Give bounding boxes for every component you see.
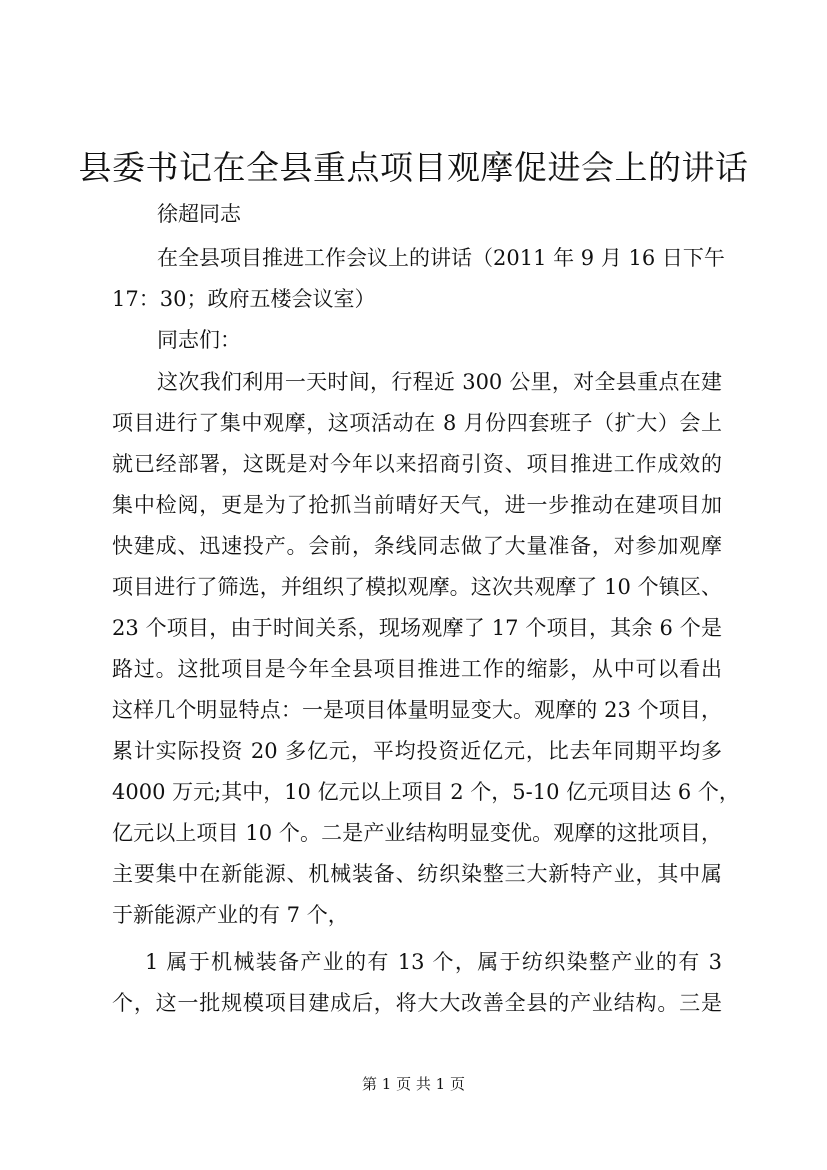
paragraph-line: 23 个项目，由于时间关系，现场观摩了 17 个项目，其余 6 个是 bbox=[112, 616, 722, 640]
paragraph-line: 项目进行了集中观摩，这项活动在 8 月份四套班子（扩大）会上 bbox=[112, 411, 722, 435]
page-footer: 第 1 页 共 1 页 bbox=[362, 1075, 465, 1093]
paragraph-line: 亿元以上项目 10 个。二是产业结构明显变优。观摩的这批项目， bbox=[112, 821, 722, 845]
paragraph-line: 17：30；政府五楼会议室） bbox=[112, 287, 376, 311]
paragraph-line: 1 属于机械装备产业的有 13 个，属于纺织染整产业的有 3 bbox=[145, 950, 722, 974]
paragraph-line: 就已经部署，这既是对今年以来招商引资、项目推进工作成效的 bbox=[112, 452, 722, 476]
paragraph-line: 这次我们利用一天时间，行程近 300 公里，对全县重点在建 bbox=[157, 370, 722, 394]
paragraph-line: 4000 万元;其中，10 亿元以上项目 2 个，5-10 亿元项目达 6 个， bbox=[112, 780, 740, 804]
paragraph-line: 项目进行了筛选，并组织了模拟观摩。这次共观摩了 10 个镇区、 bbox=[112, 575, 722, 599]
paragraph-line: 集中检阅，更是为了抢抓当前晴好天气，进一步推动在建项目加 bbox=[112, 493, 722, 517]
paragraph-line: 路过。这批项目是今年全县项目推进工作的缩影，从中可以看出 bbox=[112, 657, 722, 681]
paragraph-line: 快建成、迅速投产。会前，条线同志做了大量准备，对参加观摩 bbox=[112, 534, 722, 558]
paragraph-line: 这样几个明显特点：一是项目体量明显变大。观摩的 23 个项目， bbox=[112, 698, 722, 722]
salutation-line: 同志们： bbox=[157, 328, 241, 352]
paragraph-line: 在全县项目推进工作会议上的讲话（2011 年 9 月 16 日下午 bbox=[157, 246, 725, 270]
paragraph-line: 于新能源产业的有 7 个， bbox=[112, 903, 349, 927]
paragraph-line: 个，这一批规模项目建成后，将大大改善全县的产业结构。三是 bbox=[112, 991, 722, 1015]
document-title: 县委书记在全县重点项目观摩促进会上的讲话 bbox=[78, 148, 749, 187]
paragraph-line: 累计实际投资 20 多亿元，平均投资近亿元，比去年同期平均多 bbox=[112, 739, 722, 763]
paragraph-line: 主要集中在新能源、机械装备、纺织染整三大新特产业，其中属 bbox=[112, 862, 722, 886]
author-line: 徐超同志 bbox=[157, 202, 241, 226]
